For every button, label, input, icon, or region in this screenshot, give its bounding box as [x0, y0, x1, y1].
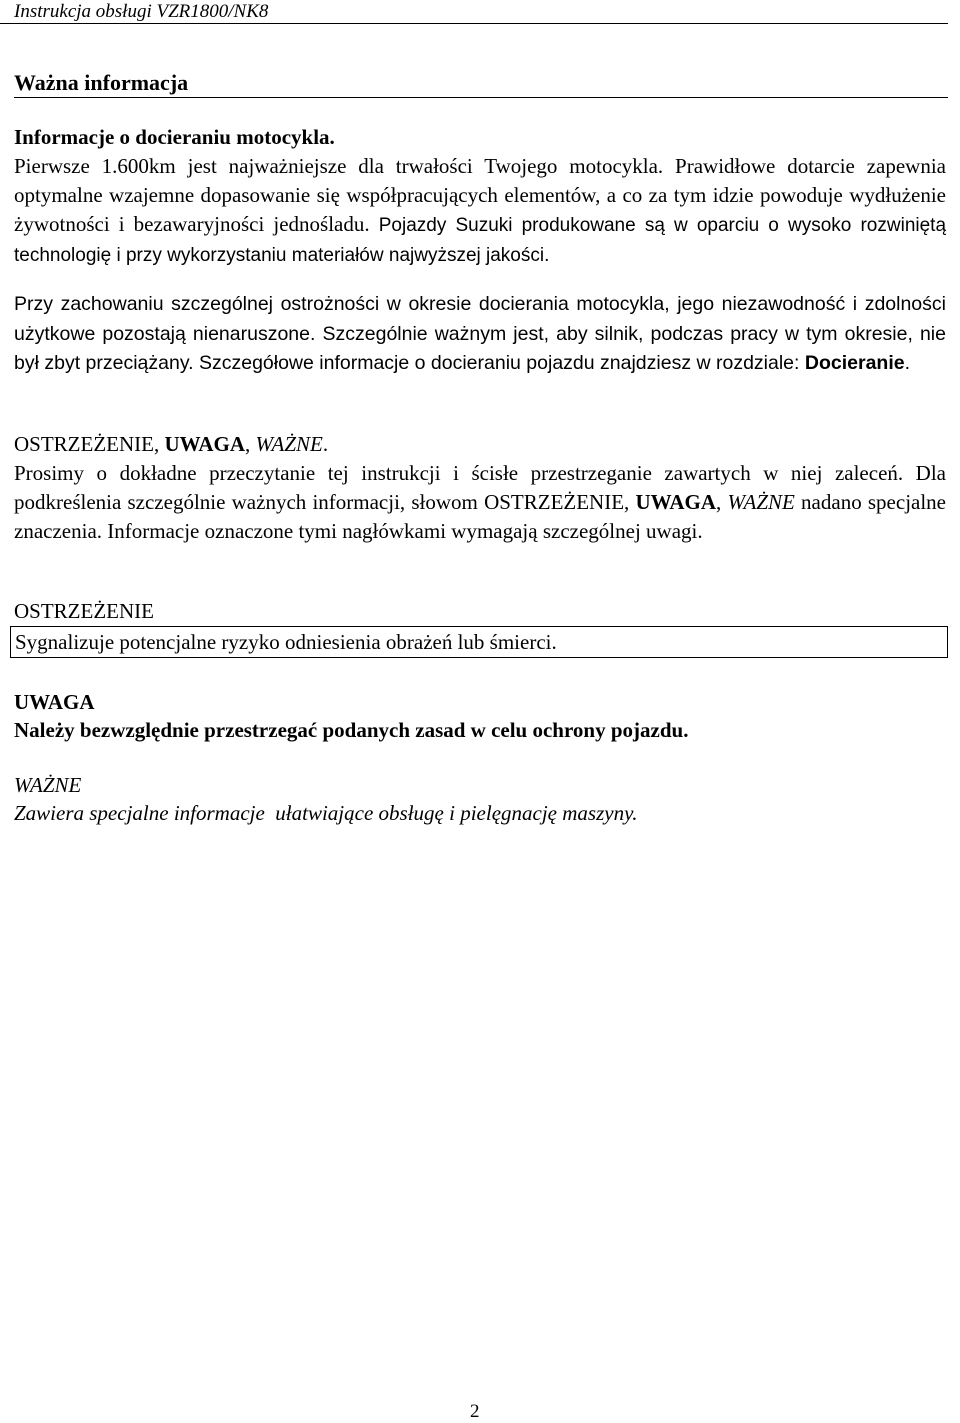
breakin-heading: Informacje o docieraniu motocykla.: [14, 125, 335, 149]
warning-text: Sygnalizuje potencjalne ryzyko odniesienia obrażeń lub śmierci.: [15, 630, 557, 654]
page-number: 2: [470, 1401, 480, 1422]
breakin-paragraph-1: [14, 152, 946, 270]
warning-box: [10, 626, 948, 658]
breakin-p1-sans: Pojazdy Suzuki produkowane są w oparciu o wysoko rozwiniętą technologię i przy wykorzystaniu materiałów najwyższej jakości.: [14, 215, 947, 266]
heading-separator-2: ,: [245, 432, 256, 456]
signal-words-intro: [14, 459, 946, 546]
signal-words-heading: [14, 430, 946, 459]
heading-caution-word: UWAGA: [164, 432, 245, 456]
intro-text-1: Prosimy o dokładne przeczytanie tej instrukcji i ścisłe przestrzeganie zawartych w niej zaleceń. Dla podkreślenia szczególnie ważnych informacji, słowom OSTRZEŻENIE,: [14, 461, 946, 514]
heading-warning-word: OSTRZEŻENIE: [14, 432, 154, 456]
header-divider: [0, 23, 948, 24]
heading-period: .: [322, 432, 329, 456]
breakin-paragraph-2: [14, 290, 946, 379]
note-text: Zawiera specjalne informacje ułatwiające obsługę i pielęgnację maszyny.: [14, 801, 638, 825]
intro-note-word: WAŻNE: [727, 490, 795, 514]
intro-text-2: nadano specjalne znaczenia. Informacje oznaczone tymi nagłówkami wymagają szczególnej uwagi.: [14, 490, 947, 543]
intro-caution-word: UWAGA: [635, 490, 717, 514]
heading-separator-1: ,: [153, 432, 165, 456]
intro-separator: ,: [716, 490, 722, 514]
caution-label: UWAGA: [14, 690, 95, 714]
breakin-p2-text: Przy zachowaniu szczególnej ostrożności w okresie docierania motocykla, jego niezawodność i zdolności użytkowe pozostają nienaruszone. Szczególnie ważnym jest, aby silnik, podczas pracy w tym okresie, nie był zbyt przeciążany. Szczegółowe informacje o docieraniu pojazdu znajdziesz w rozdziale:: [14, 293, 946, 374]
caution-text: Należy bezwzględnie przestrzegać podanych zasad w celu ochrony pojazdu.: [14, 718, 689, 742]
heading-note-word: WAŻNE: [255, 432, 323, 456]
breakin-chapter-reference: Docieranie: [804, 352, 905, 374]
running-header: Instrukcja obsługi VZR1800/NK8: [14, 1, 269, 22]
section-divider: [14, 97, 948, 98]
note-label: WAŻNE: [14, 773, 82, 797]
breakin-p1-serif: Pierwsze 1.600km jest najważniejsze dla trwałości Twojego motocykla. Prawidłowe dotarcie zapewnia optymalne wzajemne dopasowanie się współpracujących elementów, a co za tym idzie powoduje wydłużenie żywotności i bezawaryjności jednośladu.: [14, 154, 946, 236]
warning-label: OSTRZEŻENIE: [14, 599, 154, 623]
breakin-p2-period: .: [904, 352, 911, 374]
section-title: Ważna informacja: [14, 70, 189, 95]
